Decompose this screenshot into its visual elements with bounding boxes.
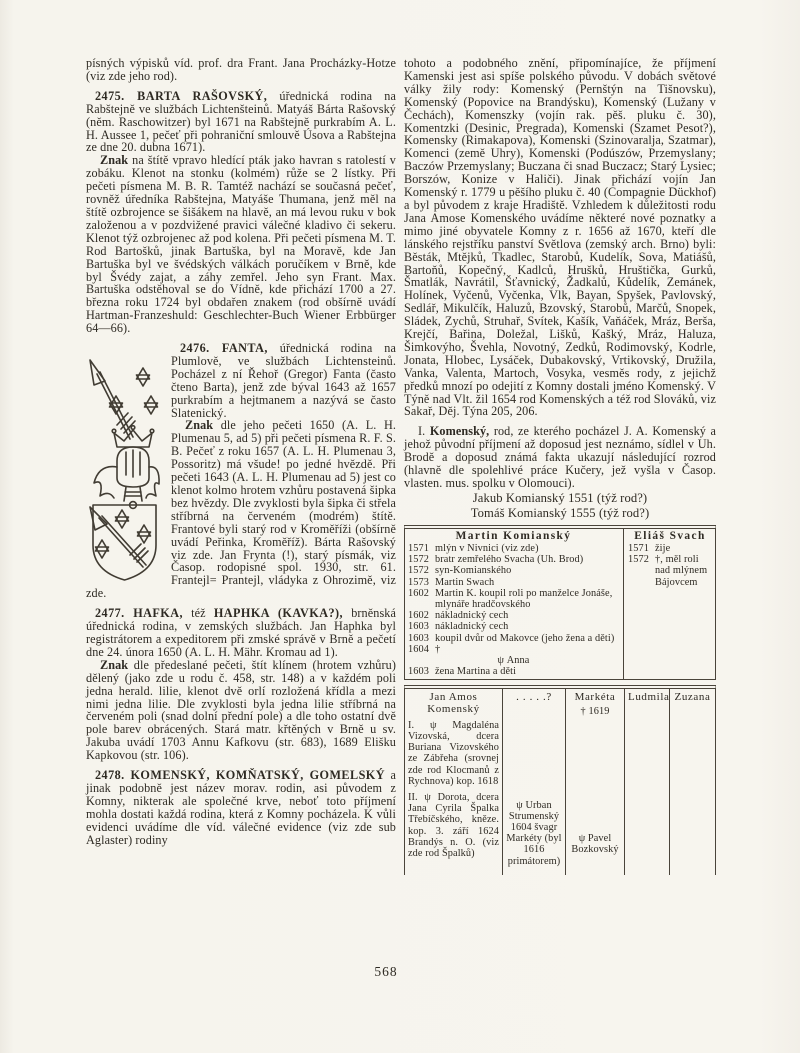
komensky-rod-lead: Komenský, — [429, 424, 490, 439]
row-text: žije — [655, 542, 671, 554]
row-year: 1602 — [408, 587, 429, 599]
genealogy-line-tomas: Tomáš Komianský 1555 (týž rod?) — [470, 505, 650, 520]
table-row — [408, 565, 619, 576]
martin-header: Martin Komianský — [455, 529, 572, 542]
table-row — [408, 577, 619, 588]
row-text: Martin K. koupil roli po manželce Jonáše, mlynáře hradčovského — [435, 587, 613, 610]
genealogy-line-jakub: Jakub Komianský 1551 (týž rod?) — [472, 490, 648, 505]
right-column — [404, 57, 716, 875]
entry-2478-text: a jinak podobně jest název morav. rodin, asi původem z Komny, nikterak ale společné krve, neboť toto příjmení mohla dostati každá rodina, která z Komny pocházela. K vůli evidenci uvádíme dle víd. válečné evidence (viz zde sub Aglaster) rodiny — [86, 768, 396, 847]
row-year: 1571 — [408, 542, 429, 554]
row-text: mlýn v Nivnici (viz zde) — [435, 542, 539, 554]
table-row — [628, 554, 712, 588]
table-row — [408, 666, 619, 677]
jan-amos-komensky-table — [404, 685, 716, 875]
elias-svach-header: Eliáš Svach — [634, 529, 706, 542]
ludmila-header: Ludmila — [628, 691, 670, 704]
marketa-header: Markéta — [574, 691, 616, 704]
pavel-bozkovsky-note: ψ Pavel Bozkovský — [571, 832, 619, 855]
entry-2477-text: brněnská úřednická rodina, v zemských službách. Jan Haphka byl registrátorem a expeditorem při zmské správě v Brně a pečetí dne 24. února 1650 (A. L. H. Mähr. Kromau ad 1). — [86, 606, 396, 659]
table-row — [408, 644, 619, 655]
komensky-families-paragraph — [404, 57, 716, 418]
entry-2477-heading: 2477. HAFKA, — [95, 606, 183, 621]
row-year: 1573 — [408, 576, 429, 588]
continuation-paragraph — [86, 57, 396, 83]
table-row — [408, 610, 619, 621]
entry-2477-tez: též — [191, 606, 206, 621]
row-text: nákladnický cech — [435, 610, 509, 622]
marketa-cell — [566, 689, 625, 875]
entry-2477-znak-text: dle předeslané pečeti, štít klínem (hrotem vzhůru) dělený (jako zde u rodu č. 458, str. 148) a v každém poli jedna herald. lilie, klenot dvě orlí rozložená křídla a mezi nimi jedna lilie. Dle zvyklosti byla jedna lilie stříbrná na červeném poli (snad dolní přední pole) a dle toho ostatní dvě pole barev obrácených. Stará matr. křtěných v Brně u sv. Jakuba uvádí 1703 Annu Kafkovu (str. 683), 1689 Elišku Kapkovou (str. 106). — [86, 657, 396, 763]
table-row — [408, 633, 619, 644]
row-text: † — [435, 643, 441, 655]
row-year: 1603 — [408, 666, 429, 678]
entry-2476-znak-text: dle jeho pečeti 1650 (A. L. H. Plumenau 5, ad 5) při pečeti písmena R. F. S. B. Pečeť z roku 1657 (A. L. H. Plumenau 3, Possoritz) má všude! po jedné hvězdě. Při pečeti 1643 (A. L. H. Plumenau ad 5) jest co klenot kolmo hrotem vzhůru postavená šipka bez hvězdy. Dle zvyklosti byla šipka či střela stříbrná na červeném (modrém) štítě. Frantové byli starý rod v Kroměříži (obšírně uvádí Peřinka, Kroměříž). Bárta Rašovský viz zde. Jan Frynta (!), starý písmák, viz Časop. rodopisné spol. 1930, str. 61. Frantejl= Prantejl, vládyka z Ohrozimě, viz zde. — [86, 418, 396, 601]
jan-amos-header: Jan Amos Komenský — [427, 691, 480, 715]
left-column — [86, 57, 396, 846]
zuzana-header: Zuzana — [674, 691, 711, 704]
table-row — [408, 554, 619, 565]
row-year: 1602 — [408, 610, 429, 622]
komensky-families-text: tohoto a podobného znění, připomínajíce, že příjmení Kamenski jest asi spíše polského původu. V dobách světové války žily rody: Komenský (Pernštýn na Tišnovsku), Komenský (Popovice na Brandýsku), Komenský (Lužany v Čechách), Komenszky (vojín rak. pěš. pluku č. 30), Komentzki (Desinic, Pregrada), Komenski (Szamet Pesot?), Komensky (Rimakapova), Komenski (Szinovaralja, Szatmar), Komenci (země Uhry), Komenski (Podúszów, Przemyslany; Baczów Przemyslany; Buczana či snad Buczacz; Starý Lysiec; Borszów, Konize v Haliči). Jinak přichází vojín Jan Komenský r. 1779 u pěšího pluku č. 40 (Compagnie Dückhof) a byl původem z kraje Hradiště. Vzhledem k důležitosti rodu Jana Amose Komenského uvádíme některé nové poznatky a mimo jiné obyvatele Komny z r. 1656 až 1670, kteří dle lánského rejstříku panství Světlova (zemský arch. Brno) byli: Běsták, Mtějků, Tkadlec, Starobů, Kudelík, Sova, Matiášů, Bartoňů, Kopečný, Kadlců, Hrušků, Hruštička, Gurků, Šmatlák, Navrátil, Šťavnický, Žadkalů, Kůdelík, Zemánek, Holínek, Vyčenů, Vyčenka, Vlk, Bayan, Spyšek, Pavlovský, Sedlář, Mikulčík, Haluzů, Bzovský, Starobů, Marčů, Snopek, Sládek, Zychů, Struhař, Svítek, Kašík, Vaňáček, Mráz, Berša, Krejčí, Bařina, Doležal, Lišků, Kašký, Mráz, Haluza, Šimkovýho, Švehla, Novotný, Zedků, Rodimovský, Kodrle, Jonata, Hlobec, Lysáček, Dubakovský, Vrtikovský, Družila, Vanka, Valenta, Martoch, Vosyka, vesměs rody, z jejichž předků mnozí po odejití z Komny dostali jméno Komenský. V Týně nad Vlt. žil 1654 rod Komenských a též rod Slováků, viz Sakař, Děj. Týna 205, 206. — [404, 56, 716, 419]
komensky-rod-text: rod, ze kterého pocházel J. A. Komenský a jehož původní příjmení až doposud jest neznámo, sídlel v Uh. Brodě a doposud známá fakta ukazují následující rozrod (hlavně dle spolehlivé práce Kučery, jež vyšla v Časop. vlasten. mus. spolku v Olomouci). — [404, 424, 716, 490]
zuzana-cell — [670, 689, 715, 875]
anna-marriage-line: ψ Anna — [497, 654, 530, 666]
komensky-rod-paragraph — [404, 425, 716, 490]
fanta-coat-of-arms-icon — [86, 355, 164, 581]
second-marriage-note: II. ψ Dorota, dcera Jana Cyrila Špalka Třebíčského, kněze. kop. 3. září 1624 Brandýs n. O. (viz zde rod Špalků) — [408, 791, 499, 859]
entry-2477 — [86, 607, 396, 659]
urban-strumensky-note: ψ Urban Strumenský 1604 švagr Markéty (byl 1616 primátorem) — [506, 799, 562, 867]
entry-2477-znak — [86, 659, 396, 762]
row-text: †, měl roli nad mlýnem Bájovcem — [655, 554, 708, 588]
row-year: 1572 — [408, 554, 429, 566]
entry-2476-text: úřednická rodina na Plumlově, ve službách Lichtensteinů. Pocházel z ní Řehoř (Gregor) Fanta (často čteno Barta), jenž zde býval 1643 až 1657 purkrabím a hejtmanem a nazývá se často Slatenický. — [171, 341, 396, 420]
martin-komiansky-table — [404, 525, 716, 681]
elias-svach-cell — [624, 529, 715, 680]
row-year: 1571 — [628, 542, 649, 554]
row-text: Martin Swach — [435, 576, 495, 588]
entry-2475-znak-text: na štítě vpravo hledící pták jako havran s ratolestí v zobáku. Klenot na stonku (kolmém) růže se 2 lístky. Při pečeti písmena M. B. R. Tamtéž nachází se současná pečeť, rovněž úředníka Rabštejna, Matyáše Thumana, jenž měl na štítě ozbrojence se šišákem na hlavě, an má levou ruku v bok založenou a v pozdvižené pravici válečné kladivo či sekeru. Klenot týž ozbrojenec až pod kolena. Při pečeti písmena M. T. Rod Bartošků, jinak Bartuška, byl na Moravě, kde Jan Bartuška byl ve švédských válkách poručíkem v Brně, kde byl Švédy zajat, a záhy zemřel. Jeho syn Frant. Max. Bartuška odstěhoval se do Vídně, kde přichází 1700 a 27. března roku 1724 byl obdařen znakem (rod obšírně uvádí Hartman-Franzeshuld: Geschlechter-Buch Wiener Erbbürger 64—66). — [86, 153, 396, 336]
row-text: žena Martina a děti — [435, 666, 517, 678]
page-number: 568 — [374, 964, 398, 979]
znak-label: Znak — [100, 153, 129, 168]
table-row — [408, 621, 619, 632]
entry-2478-heading: 2478. KOMENSKÝ, KOMŇATSKÝ, GOMELSKÝ — [95, 768, 385, 783]
continuation-text: písných výpisků víd. prof. dra Frant. Jana Procházky-Hotze (viz zde jeho rod). — [86, 56, 396, 83]
entry-2477-heading-alt: HAPHKA (KAVKA?), — [213, 606, 344, 621]
row-year: 1603 — [408, 621, 429, 633]
row-text: nákladnický cech — [435, 621, 509, 633]
section-numeral: I. — [418, 424, 426, 439]
entry-2475-znak — [86, 154, 396, 335]
martin-cell — [405, 529, 624, 680]
row-year: 1572 — [628, 554, 649, 566]
row-year: 1572 — [408, 565, 429, 577]
row-text: koupil dvůr od Makovce (jeho žena a děti) — [435, 632, 615, 644]
entry-2478 — [86, 769, 396, 846]
entry-2475 — [86, 90, 396, 155]
row-text: syn-Komianského — [435, 565, 512, 577]
unknown-sibling-header: . . . . .? — [516, 691, 552, 704]
znak-label: Znak — [100, 657, 129, 672]
znak-label: Znak — [185, 418, 214, 433]
entry-2475-heading: 2475. BARTA RAŠOVSKÝ, — [95, 88, 268, 103]
table-row — [408, 543, 619, 554]
table-row — [408, 588, 619, 610]
ludmila-cell — [625, 689, 670, 875]
coat-of-arms-drawing — [86, 355, 164, 581]
entry-2475-text: úřednická rodina na Rabštejně ve službách Lichtenšteinů. Matyáš Bárta Rašovský (něm. Raschowitzer) byl 1671 na Rabštejně purkrabím A. L. H. Aussee 1, pečeť při pohraniční smlouvě Úsova a Rabštejna ze dne 20. dubna 1671). — [86, 88, 396, 155]
row-text: bratr zemřelého Svacha (Uh. Brod) — [435, 554, 584, 566]
marketa-death-year: † 1619 — [580, 705, 610, 717]
table-row — [628, 543, 712, 554]
first-marriage-note: I. ψ Magdaléna Vizovská, dcera Buriana Vizovského ze Zábřeha (srovnej zde rod Klocmanů z Rychnova) kop. 1618 — [408, 719, 499, 787]
entry-2476 — [86, 342, 396, 419]
row-year: 1603 — [408, 632, 429, 644]
unknown-sibling-cell — [503, 689, 566, 875]
entry-2476-heading: 2476. FANTA, — [180, 341, 268, 356]
row-year: 1604 — [408, 643, 429, 655]
jan-amos-cell — [405, 689, 503, 875]
